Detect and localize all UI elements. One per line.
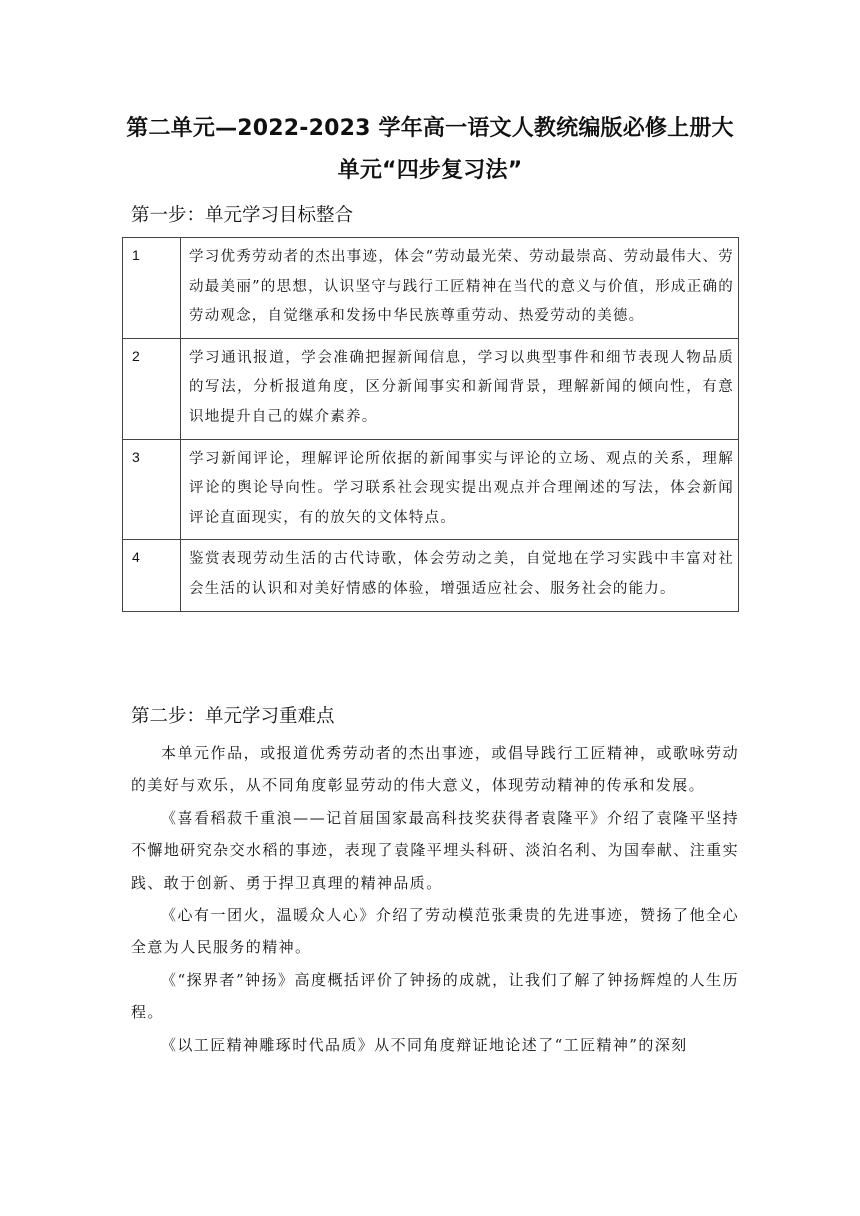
table-row — [123, 439, 739, 540]
goal-text: 学习优秀劳动者的杰出事迹，体会“劳动最光荣、劳动最崇高、劳动最伟大、劳动最美丽”的思想，认识坚守与践行工匠精神在当代的意义与价值，形成正确的劳动观念，自觉继承和发扬中华民族尊重劳动、热爱劳动的美德。 — [181, 238, 739, 339]
goal-text: 鉴赏表现劳动生活的古代诗歌，体会劳动之美，自觉地在学习实践中丰富对社会生活的认识和对美好情感的体验，增强适应社会、服务社会的能力。 — [181, 540, 739, 611]
goal-text: 学习新闻评论，理解评论所依据的新闻事实与评论的立场、观点的关系，理解评论的舆论导向性。学习联系社会现实提出观点并合理阐述的写法，体会新闻评论直面现实，有的放矢的文体特点。 — [181, 439, 739, 540]
body-text — [131, 737, 739, 1061]
title-line-2: 单元“四步复习法” — [337, 158, 523, 183]
goal-text: 学习通讯报道，学会准确把握新闻信息，学习以典型事件和细节表现人物品质的写法，分析报道角度，区分新闻事实和新闻背景，理解新闻的倾向性，有意识地提升自己的媒介素养。 — [181, 338, 739, 439]
step1-heading: 第一步：单元学习目标整合 — [131, 205, 354, 226]
goal-number: 1 — [123, 238, 181, 339]
paragraph: 《“探界者”钟扬》高度概括评价了钟扬的成就，让我们了解了钟扬辉煌的人生历程。 — [131, 970, 739, 1022]
goal-number: 2 — [123, 338, 181, 439]
table-row — [123, 338, 739, 439]
goal-number: 3 — [123, 439, 181, 540]
paragraph: 《以工匠精神雕琢时代品质》从不同角度辩证地论述了“工匠精神”的深刻 — [161, 1035, 688, 1054]
goals-table — [122, 237, 739, 612]
table-row — [123, 238, 739, 339]
paragraph: 本单元作品，或报道优秀劳动者的杰出事迹，或倡导践行工匠精神，或歌咏劳动的美好与欢乐，从不同角度彰显劳动的伟大意义，体现劳动精神的传承和发展。 — [131, 744, 739, 795]
table-row — [123, 540, 739, 611]
step2-heading: 第二步：单元学习重难点 — [131, 706, 335, 727]
document-title — [100, 108, 760, 192]
goal-number: 4 — [123, 540, 181, 611]
paragraph: 《喜看稻菽千重浪——记首届国家最高科技奖获得者袁隆平》介绍了袁隆平坚持不懈地研究杂交水稻的事迹，表现了袁隆平埋头科研、淡泊名利、为国奉献、注重实践、敢于创新、勇于捍卫真理的精神品质。 — [131, 808, 739, 892]
title-line-1: 第二单元—2022-2023 学年高一语文人教统编版必修上册大 — [126, 116, 734, 141]
paragraph: 《心有一团火，温暖众人心》介绍了劳动模范张秉贵的先进事迹，赞扬了他全心全意为人民服务的精神。 — [131, 906, 739, 957]
